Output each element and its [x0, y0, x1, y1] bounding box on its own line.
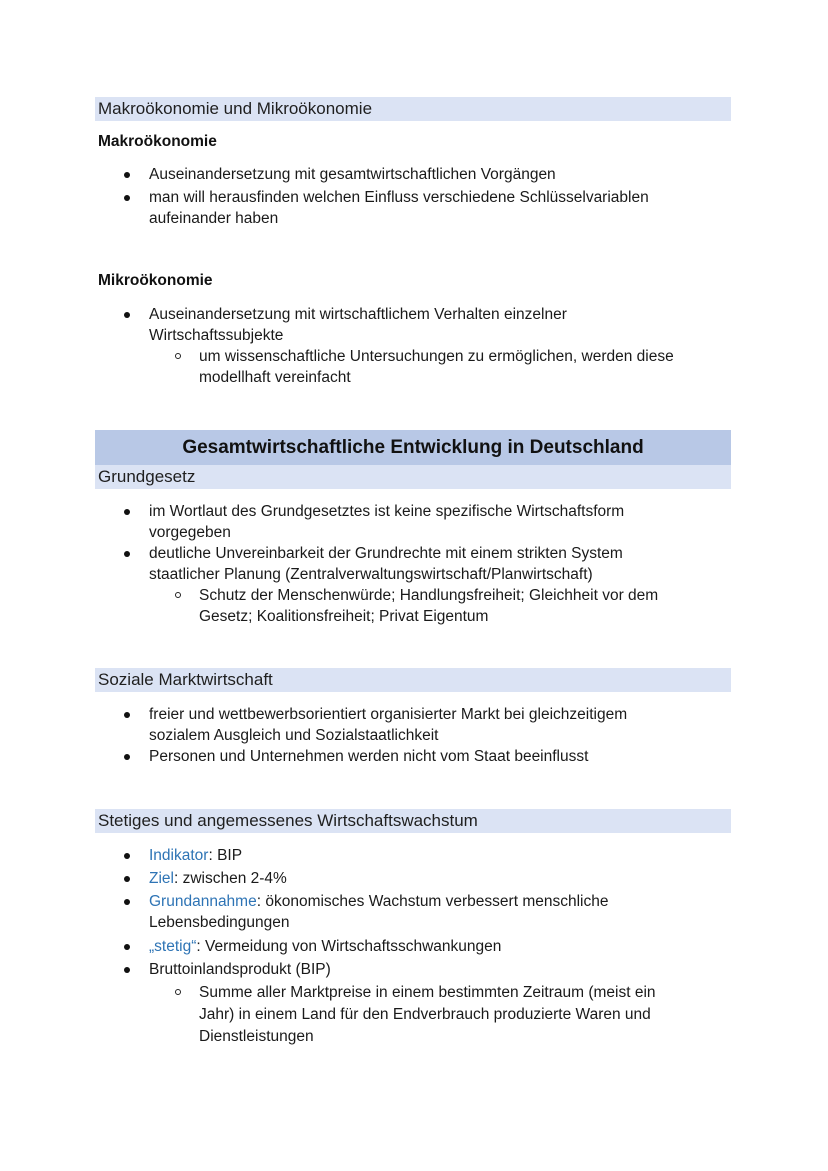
list-item: man will herausfinden welchen Einfluss verschiedene Schlüsselvariablen [149, 189, 649, 206]
term-ziel: Ziel [149, 870, 174, 887]
bullet [124, 509, 130, 515]
bullet [124, 195, 130, 201]
sub-bullet [175, 989, 181, 995]
bullet [124, 754, 130, 760]
subheading-mikrooekonomie: Mikroökonomie [98, 272, 213, 289]
list-item-continued: vorgegeben [149, 524, 231, 541]
bullet [124, 551, 130, 557]
section-heading-makro-mikro: Makroökonomie und Mikroökonomie [95, 97, 731, 121]
sub-list-item: Schutz der Menschenwürde; Handlungsfreiheit; Gleichheit vor dem [199, 587, 659, 604]
term-indikator: Indikator [149, 847, 209, 864]
term-value: : Vermeidung von Wirtschaftsschwankungen [196, 938, 502, 955]
sub-list-item: um wissenschaftliche Untersuchungen zu ermöglichen, werden diese [199, 348, 674, 365]
list-item-continued: Wirtschaftssubjekte [149, 327, 284, 344]
bullet [124, 712, 130, 718]
bullet [124, 899, 130, 905]
term-value: : BIP [208, 847, 243, 864]
sub-list-item-continued: modellhaft vereinfacht [199, 369, 351, 386]
list-item-indikator [149, 845, 242, 866]
bullet [124, 853, 130, 859]
section-heading-wirtschaftswachstum: Stetiges und angemessenes Wirtschaftswachstum [95, 809, 731, 833]
section-heading-soziale-marktwirtschaft: Soziale Marktwirtschaft [95, 668, 731, 692]
term-grundannahme: Grundannahme [149, 893, 257, 910]
sub-bullet [175, 353, 181, 359]
term-value: : zwischen 2-4% [173, 870, 287, 887]
sub-bullet [175, 592, 181, 598]
list-item: Personen und Unternehmen werden nicht vom Staat beeinflusst [149, 748, 589, 765]
bullet [124, 967, 130, 973]
main-title: Gesamtwirtschaftliche Entwicklung in Deutschland [95, 430, 731, 465]
list-item: im Wortlaut des Grundgesetztes ist keine spezifische Wirtschaftsform [149, 503, 625, 520]
term-value: : ökonomisches Wachstum verbessert menschliche [256, 893, 609, 910]
list-item-continued: Lebensbedingungen [149, 914, 290, 931]
subheading-makrooekonomie: Makroökonomie [98, 133, 217, 150]
sub-list-item-continued: Gesetz; Koalitionsfreiheit; Privat Eigentum [199, 608, 489, 625]
list-item-ziel [149, 868, 287, 889]
bullet [124, 876, 130, 882]
sub-list-item: Summe aller Marktpreise in einem bestimmten Zeitraum (meist ein [199, 984, 656, 1001]
list-item: deutliche Unvereinbarkeit der Grundrechte mit einem strikten System [149, 545, 623, 562]
bullet [124, 312, 130, 318]
sub-list-item-continued: Dienstleistungen [199, 1028, 314, 1045]
list-item-continued: aufeinander haben [149, 210, 279, 227]
term-stetig: „stetig“ [149, 938, 197, 955]
list-item: Auseinandersetzung mit gesamtwirtschaftlichen Vorgängen [149, 166, 556, 183]
sub-list-item-continued: Jahr) in einem Land für den Endverbrauch produzierte Waren und [199, 1006, 651, 1023]
list-item: freier und wettbewerbsorientiert organisierter Markt bei gleichzeitigem [149, 706, 628, 723]
list-item-grundannahme [149, 891, 608, 912]
bullet [124, 172, 130, 178]
list-item-continued: staatlicher Planung (Zentralverwaltungswirtschaft/Planwirtschaft) [149, 566, 593, 583]
list-item-stetig [149, 936, 501, 957]
section-heading-grundgesetz: Grundgesetz [95, 465, 731, 489]
list-item-bip: Bruttoinlandsprodukt (BIP) [149, 961, 331, 978]
list-item-continued: sozialem Ausgleich und Sozialstaatlichkeit [149, 727, 439, 744]
bullet [124, 944, 130, 950]
list-item: Auseinandersetzung mit wirtschaftlichem Verhalten einzelner [149, 306, 567, 323]
